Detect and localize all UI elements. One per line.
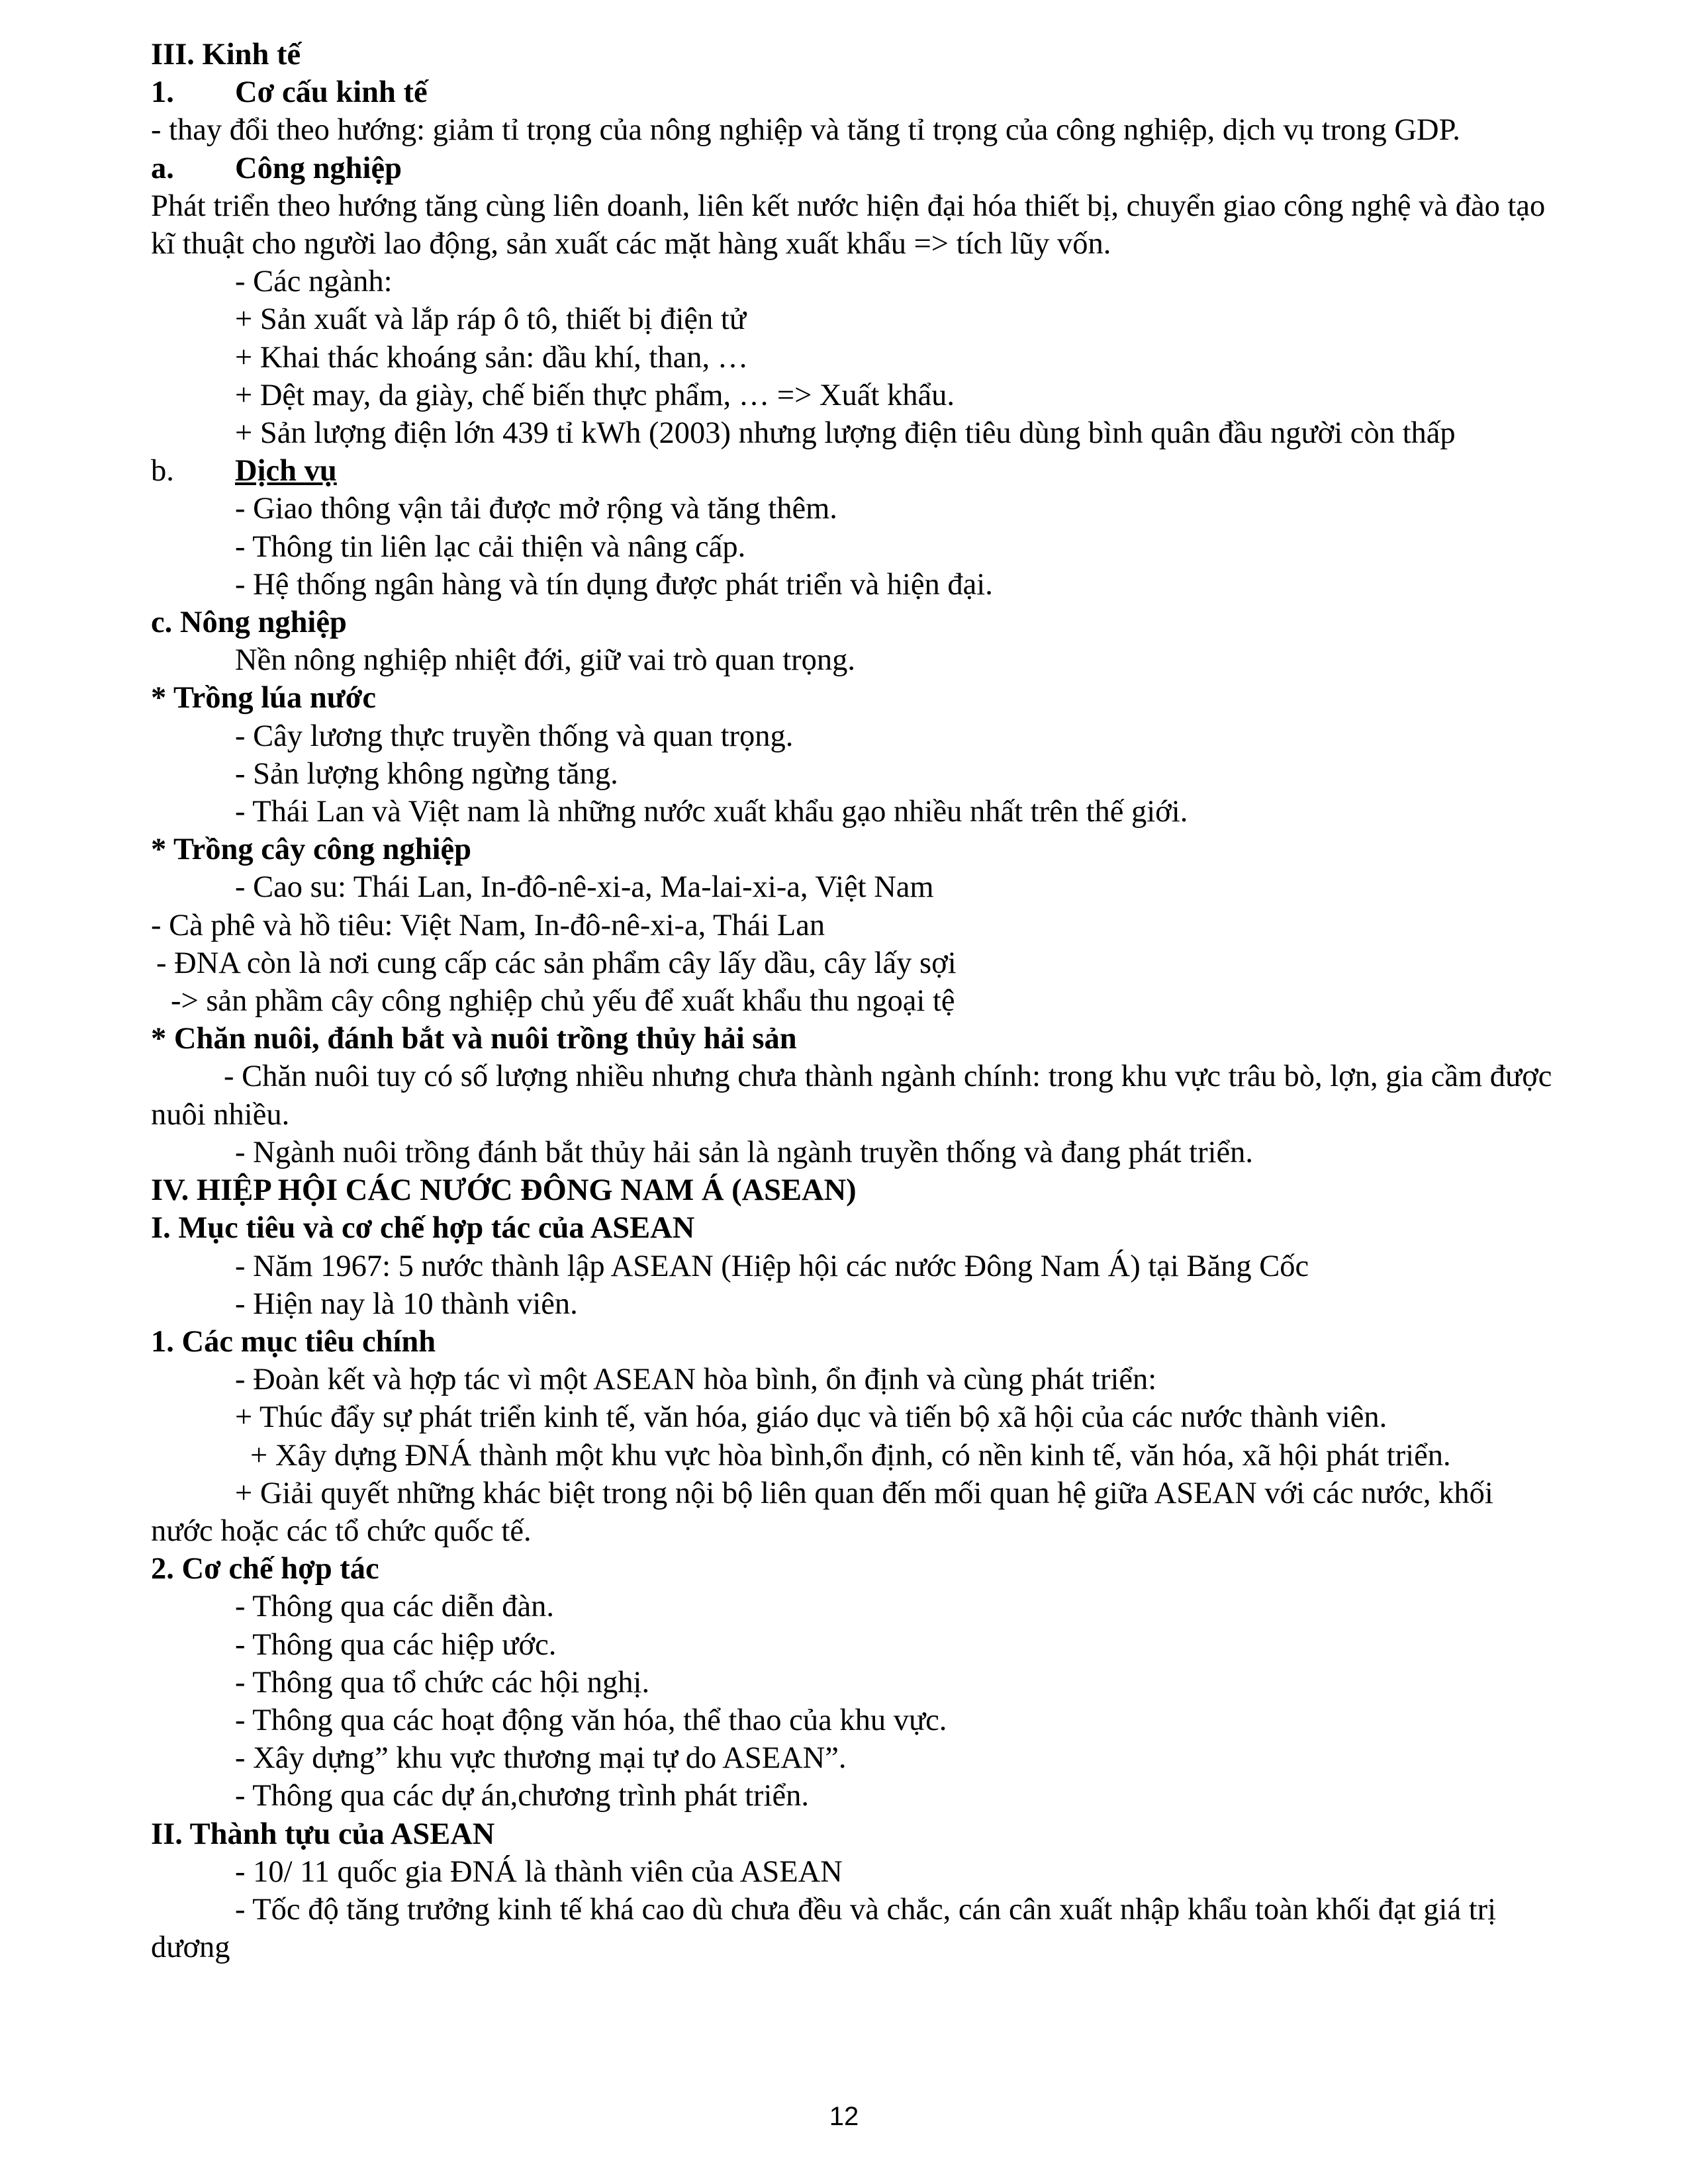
paragraph-structure-change: - thay đổi theo hướng: giảm tỉ trọng của nông nghiệp và tăng tỉ trọng của công nghiệp, dịch vụ trong GDP. (151, 113, 1460, 148)
paragraph-objective (151, 1475, 1561, 1550)
document-page (151, 36, 1561, 1966)
list-item: + Khai thác khoáng sản: dầu khí, than, … (235, 340, 749, 375)
page-number: 12 (829, 2102, 859, 2131)
list-item: - Hệ thống ngân hàng và tín dụng được phát triển và hiện đại. (235, 567, 993, 602)
heading-agriculture: c. Nông nghiệp (151, 606, 347, 640)
list-item: - Thái Lan và Việt nam là những nước xuất khẩu gạo nhiều nhất trên thế giới. (235, 795, 1188, 829)
list-item: - Sản lượng không ngừng tăng. (235, 756, 618, 791)
heading-industry (151, 150, 1561, 187)
heading-letter: a. (151, 151, 174, 185)
paragraph-livestock (151, 1058, 1561, 1133)
heading-main-objectives: 1. Các mục tiêu chính (151, 1324, 436, 1359)
list-item: + Dệt may, da giày, chế biến thực phẩm, … => Xuất khẩu. (235, 378, 955, 412)
list-item: + Thúc đẩy sự phát triển kinh tế, văn hóa, giáo dục và tiến bộ xã hội của các nước thành viên. (235, 1400, 1387, 1435)
list-item: - Thông qua các dự án,chương trình phát triển. (235, 1779, 809, 1813)
paragraph-agriculture: Nền nông nghiệp nhiệt đới, giữ vai trò quan trọng. (235, 643, 856, 678)
list-item: - Cao su: Thái Lan, In-đô-nê-xi-a, Ma-lai-xi-a, Việt Nam (235, 870, 934, 905)
list-item: - Các ngành: (235, 265, 393, 299)
list-item: - Năm 1967: 5 nước thành lập ASEAN (Hiệp hội các nước Đông Nam Á) tại Băng Cốc (235, 1249, 1309, 1283)
list-item: + Sản lượng điện lớn 439 tỉ kWh (2003) nhưng lượng điện tiêu dùng bình quân đầu người còn thấp (235, 416, 1456, 451)
paragraph-text: - Chăn nuôi tuy có số lượng nhiều nhưng chưa thành ngành chính: trong khu vực trâu bò, lợn, gia cầm được nuôi nhiều. (151, 1060, 1552, 1132)
section-title-economy: III. Kinh tế (151, 38, 301, 71)
list-item: - Giao thông vận tải được mở rộng và tăng thêm. (235, 492, 837, 526)
heading-rice: * Trồng lúa nước (151, 681, 377, 715)
list-item: - Hiện nay là 10 thành viên. (235, 1287, 578, 1321)
list-item: -> sản phầm cây công nghiệp chủ yếu để xuất khẩu thu ngoại tệ (171, 984, 955, 1019)
heading-economic-structure (151, 73, 1561, 111)
list-item: - Thông qua các hoạt động văn hóa, thể thao của khu vực. (235, 1703, 947, 1737)
list-item: - 10/ 11 quốc gia ĐNÁ là thành viên của ASEAN (235, 1854, 843, 1889)
heading-cooperation-mechanism: 2. Cơ chế hợp tác (151, 1552, 379, 1586)
list-item: - Xây dựng” khu vực thương mại tự do ASEAN”. (235, 1741, 847, 1776)
list-item: + Sản xuất và lắp ráp ô tô, thiết bị điện tử (235, 302, 747, 337)
heading-text: Cơ cấu kinh tế (235, 75, 428, 110)
list-item: - Thông qua các hiệp ước. (235, 1627, 557, 1662)
paragraph-text: - Tốc độ tăng trưởng kinh tế khá cao dù chưa đều và chắc, cán cân xuất nhập khẩu toàn khối đạt giá trị dương (151, 1892, 1497, 1965)
list-item: - Cà phê và hồ tiêu: Việt Nam, In-đô-nê-xi-a, Thái Lan (151, 908, 825, 942)
heading-industrial-crops: * Trồng cây công nghiệp (151, 833, 472, 867)
list-item: - Cây lương thực truyền thống và quan trọng. (235, 719, 794, 753)
list-item: - Ngành nuôi trồng đánh bắt thủy hải sản là ngành truyền thống và đang phát triển. (235, 1135, 1254, 1169)
heading-livestock-fishery: * Chăn nuôi, đánh bắt và nuôi trồng thủy hải sản (151, 1022, 797, 1056)
list-item: - Thông tin liên lạc cải thiện và nâng cấp. (235, 529, 746, 564)
heading-text: Dịch vụ (235, 454, 337, 488)
paragraph-achievement (151, 1891, 1561, 1966)
heading-achievements: II. Thành tựu của ASEAN (151, 1817, 495, 1851)
list-item: + Xây dựng ĐNÁ thành một khu vực hòa bình,ổn định, có nền kinh tế, văn hóa, xã hội phát triển. (250, 1438, 1451, 1473)
heading-letter: b. (151, 454, 174, 488)
paragraph-text: + Giải quyết những khác biệt trong nội bộ liên quan đến mối quan hệ giữa ASEAN với các nước, khối nước hoặc các tổ chức quốc tế. (151, 1476, 1493, 1548)
paragraph-industry: Phát triển theo hướng tăng cùng liên doanh, liên kết nước hiện đại hóa thiết bị, chuyển giao công nghệ và đào tạo kĩ thuật cho người lao động, sản xuất các mặt hàng xuất khẩu => tích lũy vốn. (151, 189, 1546, 261)
heading-services (151, 452, 1561, 490)
list-item: - Thông qua các diễn đàn. (235, 1590, 555, 1624)
heading-text: Công nghiệp (235, 151, 402, 185)
list-item: - Đoàn kết và hợp tác vì một ASEAN hòa bình, ổn định và cùng phát triển: (235, 1363, 1157, 1397)
heading-objectives-mechanism: I. Mục tiêu và cơ chế hợp tác của ASEAN (151, 1211, 695, 1246)
section-title-asean: IV. HIỆP HỘI CÁC NƯỚC ĐÔNG NAM Á (ASEAN) (151, 1173, 857, 1208)
heading-number: 1. (151, 75, 174, 110)
list-item: - ĐNA còn là nơi cung cấp các sản phẩm cây lấy dầu, cây lấy sợi (156, 946, 957, 980)
list-item: - Thông qua tổ chức các hội nghị. (235, 1665, 650, 1700)
